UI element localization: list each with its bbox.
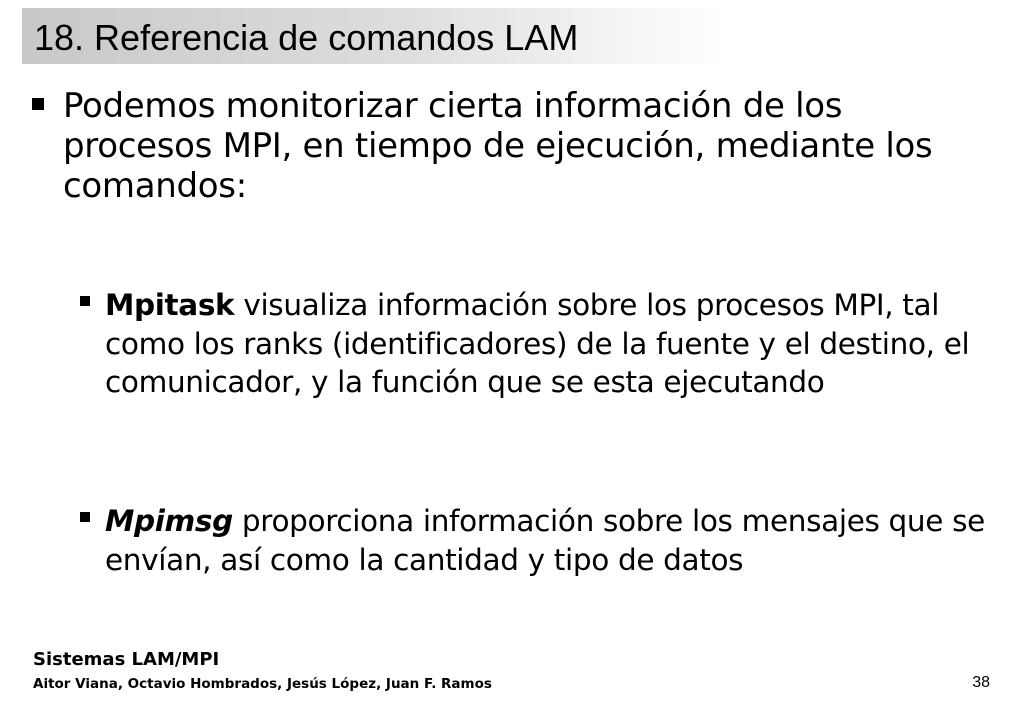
slide-title: 18. Referencia de comandos LAM [34,17,579,58]
square-bullet-icon [80,512,90,522]
sub-bullet-mpitask [74,286,1004,402]
sub-bullet-text [105,286,1004,402]
footer-title: Sistemas LAM/MPI [33,649,220,670]
command-description: visualiza información sobre los procesos MPI, tal como los ranks (identificadores) de la fuente y el destino, el comunicador, y la función que se esta ejecutando [105,288,970,399]
command-description: proporciona información sobre los mensajes que se envían, así como la cantidad y tipo de datos [105,504,985,577]
command-name: Mpimsg [105,504,233,538]
main-bullet-item [30,86,990,206]
sub-bullet-mpimsg [74,502,1004,579]
command-name: Mpitask [105,288,235,322]
main-bullet-text: Podemos monitorizar cierta información de los procesos MPI, en tiempo de ejecución, mediante los comandos: [63,86,933,206]
sub-bullet-text [105,502,1004,579]
square-bullet-icon [32,98,44,110]
footer-authors: Aitor Viana, Octavio Hombrados, Jesús López, Juan F. Ramos [33,676,492,692]
square-bullet-icon [80,296,90,306]
page-number: 38 [972,674,990,691]
title-banner [22,8,722,64]
